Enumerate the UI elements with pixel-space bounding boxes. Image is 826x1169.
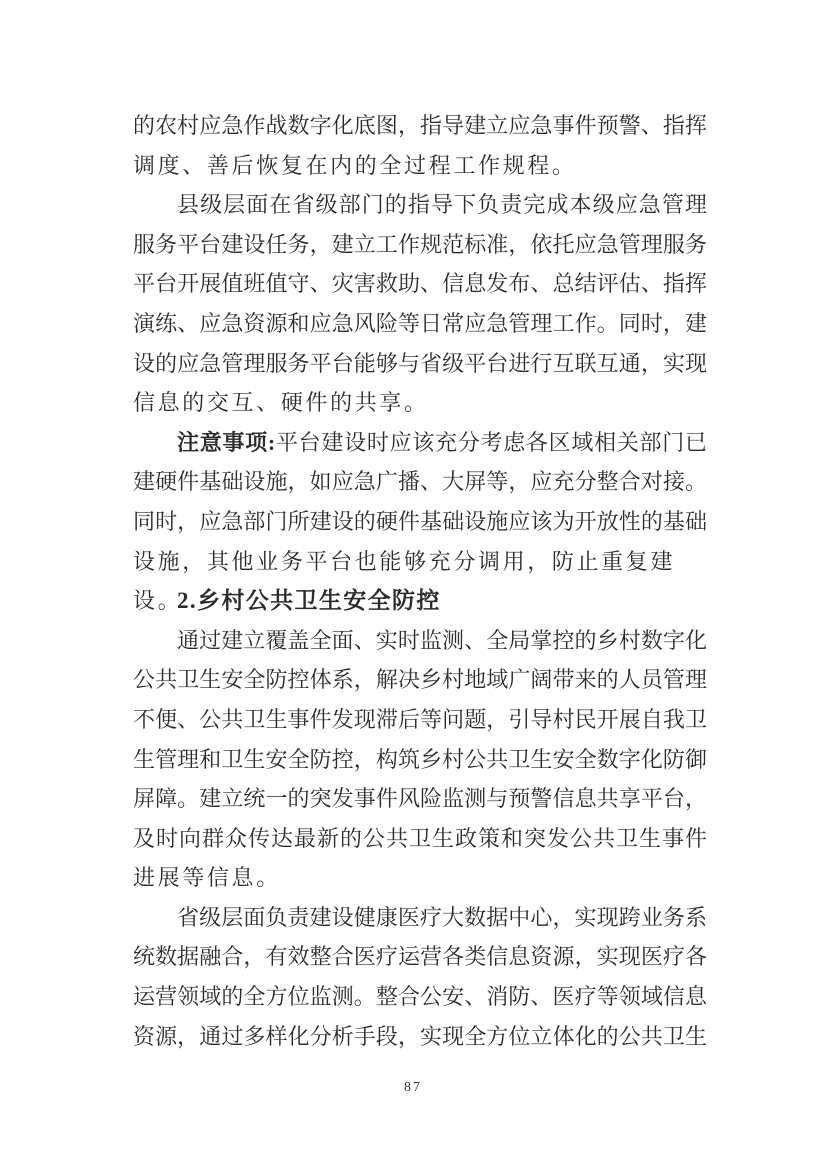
text-line: 设的应急管理服务平台能够与省级平台进行互联互通，实现 bbox=[133, 350, 707, 376]
page-number: 87 bbox=[404, 1080, 422, 1095]
note-line bbox=[133, 423, 707, 463]
text-line: 不便、公共卫生事件发现滞后等问题，引导村民开展自我卫 bbox=[133, 706, 707, 732]
text-line: 进展等信息。 bbox=[133, 865, 281, 891]
text-line: 县级层面在省级部门的指导下负责完成本级应急管理 bbox=[177, 192, 707, 218]
section-heading: 2.乡村公共卫生安全防控 bbox=[177, 588, 441, 614]
text-line: 调度、善后恢复在内的全过程工作规程。 bbox=[133, 152, 577, 178]
text-line: 运营领域的全方位监测。整合公安、消防、医疗等领域信息 bbox=[133, 984, 707, 1010]
note-text: 平台建设时应该充分考虑各区域相关部门已 bbox=[275, 429, 707, 455]
text-line: 同时，应急部门所建设的硬件基础设施应该为开放性的基础 bbox=[133, 508, 707, 534]
text-line: 通过建立覆盖全面、实时监测、全局掌控的乡村数字化 bbox=[177, 627, 707, 653]
text-line: 生管理和卫生安全防控，构筑乡村公共卫生安全数字化防御 bbox=[133, 746, 707, 772]
text-line: 及时向群众传达最新的公共卫生政策和突发公共卫生事件 bbox=[133, 825, 707, 851]
text-line: 省级层面负责建设健康医疗大数据中心，实现跨业务系 bbox=[177, 904, 707, 930]
text-line: 演练、应急资源和应急风险等日常应急管理工作。同时，建 bbox=[133, 310, 707, 336]
text-line: 设施，其他业务平台也能够充分调用，防止重复建设。 bbox=[133, 548, 676, 614]
text-line: 的农村应急作战数字化底图，指导建立应急事件预警、指挥 bbox=[133, 113, 707, 138]
note-label: 注意事项: bbox=[177, 429, 276, 455]
text-line: 平台开展值班值守、灾害救助、信息发布、总结评估、指挥 bbox=[133, 271, 707, 297]
text-line: 建硬件基础设施，如应急广播、大屏等，应充分整合对接。 bbox=[133, 469, 707, 495]
text-line: 服务平台建设任务，建立工作规范标准，依托应急管理服务 bbox=[133, 231, 707, 257]
text-line: 统数据融合，有效整合医疗运营各类信息资源，实现医疗各 bbox=[133, 944, 707, 970]
text-line: 公共卫生安全防控体系，解决乡村地域广阔带来的人员管理 bbox=[133, 667, 707, 693]
text-line: 屏障。建立统一的突发事件风险监测与预警信息共享平台， bbox=[133, 786, 707, 812]
text-line: 信息的交互、硬件的共享。 bbox=[133, 390, 429, 416]
text-line: 资源，通过多样化分析手段，实现全方位立体化的公共卫生 bbox=[133, 1023, 707, 1049]
document-body bbox=[133, 106, 707, 1056]
